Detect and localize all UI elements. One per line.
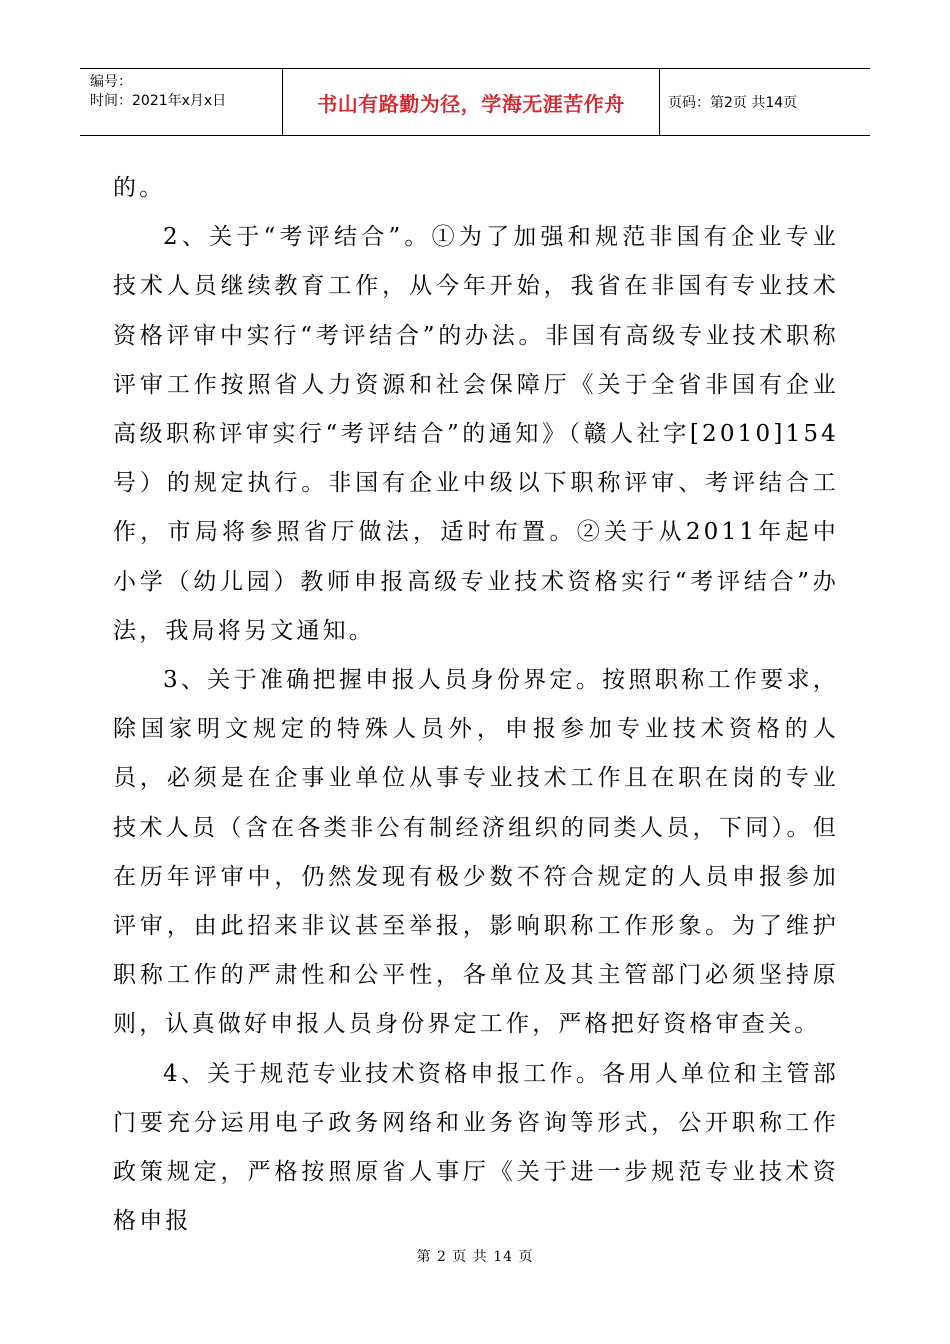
header-motto: 书山有路勤为径，学海无涯苦作舟	[283, 69, 660, 135]
header-meta-cell	[80, 69, 283, 135]
paragraph-item-2: 2、关于“考评结合”。①为了加强和规范非国有企业专业技术人员继续教育工作，从今年开始，我省在非国有专业技术资格评审中实行“考评结合”的办法。非国有高级专业技术职称评审工作按照省人力资源和社会保障厅《关于全省非国有企业高级职称评审实行“考评结合”的通知》（赣人社字[2010]154号）的规定执行。非国有企业中级以下职称评审、考评结合工作，市局将参照省厅做法，适时布置。②关于从2011年起中小学（幼儿园）教师申报高级专业技术资格实行“考评结合”办法，我局将另文通知。	[113, 224, 839, 644]
document-body	[113, 164, 839, 1246]
header-page-code: 页码：第2页 共14页	[668, 95, 798, 111]
number-label: 编号：	[90, 74, 132, 90]
document-header	[80, 68, 870, 136]
paragraph-continuation: 的。	[113, 175, 166, 201]
paragraph-item-4: 4、关于规范专业技术资格申报工作。各用人单位和主管部门要充分运用电子政务网络和业务咨询等形式，公开职称工作政策规定，严格按照原省人事厅《关于进一步规范专业技术资格申报	[113, 1060, 839, 1235]
page-footer: 第 2 页 共 14 页	[416, 1249, 534, 1265]
time-label: 时间：2021年x月x日	[90, 93, 227, 109]
paragraph-item-3: 3、关于准确把握申报人员身份界定。按照职称工作要求，除国家明文规定的特殊人员外，申报参加专业技术资格的人员，必须是在企事业单位从事专业技术工作且在职在岗的专业技术人员（含在各类非公有制经济组织的同类人员，下同）。但在历年评审中，仍然发现有极少数不符合规定的人员申报参加评审，由此招来非议甚至举报，影响职称工作形象。为了维护职称工作的严肃性和公平性，各单位及其主管部门必须坚持原则，认真做好申报人员身份界定工作，严格把好资格审查关。	[113, 667, 839, 1038]
